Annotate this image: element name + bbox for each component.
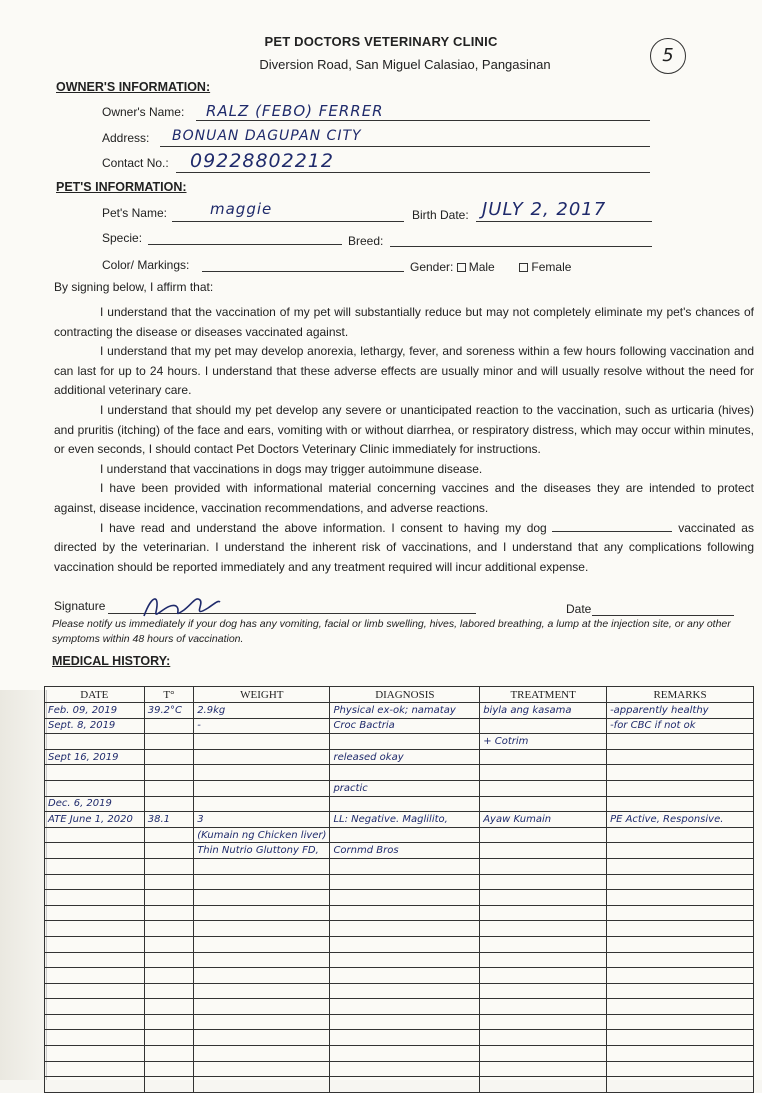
cell-weight xyxy=(194,780,330,796)
cell-temp xyxy=(144,983,193,999)
female-checkbox[interactable] xyxy=(519,263,528,272)
table-header-row xyxy=(45,687,754,703)
table-row xyxy=(45,936,754,952)
contact-line xyxy=(176,172,650,173)
cell-diagnosis xyxy=(330,890,480,906)
cell-date xyxy=(45,734,145,750)
cell-diagnosis xyxy=(330,874,480,890)
address-line xyxy=(160,146,650,147)
cell-treatment xyxy=(480,936,607,952)
cell-weight xyxy=(194,1061,330,1077)
cell-diagnosis: LL: Negative. Maglilito, xyxy=(330,812,480,828)
cell-remarks xyxy=(607,734,754,750)
cell-weight xyxy=(194,765,330,781)
pet-section-title: PET'S INFORMATION: xyxy=(56,180,187,194)
table-row xyxy=(45,921,754,937)
cell-date xyxy=(45,999,145,1015)
contact-label: Contact No.: xyxy=(102,156,169,170)
pet-name-line xyxy=(172,221,404,222)
cell-diagnosis: released okay xyxy=(330,749,480,765)
cell-diagnosis xyxy=(330,1077,480,1093)
cell-temp: 38.1 xyxy=(144,812,193,828)
cell-temp xyxy=(144,718,193,734)
header-remarks: REMARKS xyxy=(607,687,754,703)
cell-treatment xyxy=(480,983,607,999)
cell-date: Sept 16, 2019 xyxy=(45,749,145,765)
cell-temp xyxy=(144,1061,193,1077)
cell-date xyxy=(45,1077,145,1093)
cell-diagnosis xyxy=(330,858,480,874)
cell-temp xyxy=(144,749,193,765)
affirm-p2: I understand that my pet may develop anorexia, lethargy, fever, and soreness within a few hours following vaccination and can last for up to 24 hours. I understand that these adverse effects are usually minor and will usually resolve without the need for additional veterinary care. xyxy=(54,344,754,398)
cell-remarks xyxy=(607,983,754,999)
specie-line xyxy=(148,244,342,245)
cell-diagnosis xyxy=(330,905,480,921)
cell-diagnosis xyxy=(330,1030,480,1046)
medical-history-table xyxy=(44,686,754,1093)
cell-remarks xyxy=(607,905,754,921)
cell-remarks xyxy=(607,1046,754,1062)
cell-temp xyxy=(144,796,193,812)
cell-date: Feb. 09, 2019 xyxy=(45,703,145,719)
cell-remarks xyxy=(607,874,754,890)
cell-weight: 3 xyxy=(194,812,330,828)
cell-diagnosis xyxy=(330,936,480,952)
cell-diagnosis: Croc Bactria xyxy=(330,718,480,734)
cell-date xyxy=(45,921,145,937)
cell-remarks xyxy=(607,749,754,765)
table-row xyxy=(45,983,754,999)
cell-temp xyxy=(144,890,193,906)
color-label: Color/ Markings: xyxy=(102,258,190,272)
cell-remarks xyxy=(607,952,754,968)
cell-remarks xyxy=(607,921,754,937)
cell-temp xyxy=(144,1014,193,1030)
cell-treatment xyxy=(480,1061,607,1077)
color-line xyxy=(202,271,404,272)
cell-diagnosis: Physical ex-ok; namatay xyxy=(330,703,480,719)
table-row xyxy=(45,718,754,734)
male-checkbox[interactable] xyxy=(457,263,466,272)
gender-label-text: Gender: xyxy=(410,260,454,274)
notify-note: Please notify us immediately if your dog has any vomiting, facial or limb swelling, hives, labored breathing, a lump at the injection site, or any other symptoms within 48 hours of vaccination. xyxy=(52,618,731,645)
cell-diagnosis xyxy=(330,1014,480,1030)
cell-date xyxy=(45,890,145,906)
cell-temp xyxy=(144,952,193,968)
header-diagnosis: DIAGNOSIS xyxy=(330,687,480,703)
table-row xyxy=(45,703,754,719)
cell-temp xyxy=(144,999,193,1015)
cell-weight xyxy=(194,1077,330,1093)
cell-treatment xyxy=(480,780,607,796)
owner-name-line xyxy=(196,120,650,121)
table-row xyxy=(45,812,754,828)
cell-remarks xyxy=(607,968,754,984)
date-line xyxy=(592,615,734,616)
cell-treatment xyxy=(480,890,607,906)
cell-weight xyxy=(194,796,330,812)
birth-date-value: JULY 2, 2017 xyxy=(482,199,607,220)
cell-remarks: PE Active, Responsive. xyxy=(607,812,754,828)
table-row xyxy=(45,890,754,906)
table-row xyxy=(45,905,754,921)
cell-date xyxy=(45,765,145,781)
cell-remarks: -for CBC if not ok xyxy=(607,718,754,734)
cell-temp xyxy=(144,858,193,874)
cell-treatment xyxy=(480,874,607,890)
cell-diagnosis xyxy=(330,734,480,750)
cell-weight xyxy=(194,936,330,952)
cell-remarks xyxy=(607,1061,754,1077)
specie-label: Specie: xyxy=(102,231,143,245)
table-row xyxy=(45,874,754,890)
cell-diagnosis xyxy=(330,983,480,999)
breed-line xyxy=(390,246,652,247)
cell-diagnosis xyxy=(330,968,480,984)
cell-treatment: biyla ang kasama xyxy=(480,703,607,719)
cell-weight xyxy=(194,983,330,999)
cell-temp xyxy=(144,936,193,952)
cell-date xyxy=(45,1046,145,1062)
cell-temp xyxy=(144,780,193,796)
table-row xyxy=(45,1046,754,1062)
cell-temp xyxy=(144,1030,193,1046)
cell-weight: (Kumain ng Chicken liver) xyxy=(194,827,330,843)
cell-date xyxy=(45,952,145,968)
cell-treatment xyxy=(480,796,607,812)
table-row xyxy=(45,843,754,859)
birth-date-line xyxy=(476,221,652,222)
affirm-p4: I understand that vaccinations in dogs may trigger autoimmune disease. xyxy=(100,461,483,476)
address-value: BONUAN DAGUPAN CITY xyxy=(172,128,362,144)
cell-date xyxy=(45,905,145,921)
cell-weight xyxy=(194,999,330,1015)
cell-weight xyxy=(194,734,330,750)
cell-diagnosis xyxy=(330,796,480,812)
table-row xyxy=(45,968,754,984)
cell-temp xyxy=(144,1046,193,1062)
cell-weight xyxy=(194,1014,330,1030)
cell-treatment xyxy=(480,718,607,734)
cell-weight xyxy=(194,1046,330,1062)
cell-diagnosis xyxy=(330,952,480,968)
cell-diagnosis xyxy=(330,765,480,781)
cell-remarks xyxy=(607,765,754,781)
cell-remarks xyxy=(607,890,754,906)
medical-history-title: MEDICAL HISTORY: xyxy=(52,654,171,668)
table-row xyxy=(45,780,754,796)
cell-treatment xyxy=(480,1046,607,1062)
cell-date xyxy=(45,858,145,874)
cell-temp xyxy=(144,968,193,984)
cell-treatment xyxy=(480,905,607,921)
affirm-intro: By signing below, I affirm that: xyxy=(54,280,214,294)
table-row xyxy=(45,1014,754,1030)
cell-date: Dec. 6, 2019 xyxy=(45,796,145,812)
cell-temp xyxy=(144,921,193,937)
cell-weight xyxy=(194,890,330,906)
cell-treatment xyxy=(480,765,607,781)
affirm-p6-a: I have read and understand the above information. I consent to having my dog xyxy=(100,520,547,535)
cell-treatment xyxy=(480,952,607,968)
cell-remarks: -apparently healthy xyxy=(607,703,754,719)
cell-date xyxy=(45,827,145,843)
affirm-p3: I understand that should my pet develop any severe or unanticipated reaction to the vaccination, such as urticaria (hives) and pruritis (itching) of the face and ears, vomiting with or without diarrhea, or respiratory distress, which may occur within minutes, or even seconds, I should contact Pet Doctors Veterinary Clinic immediately for instructions. xyxy=(54,402,754,457)
header-weight: WEIGHT xyxy=(194,687,330,703)
cell-remarks xyxy=(607,858,754,874)
gender-label xyxy=(410,260,571,274)
cell-treatment xyxy=(480,749,607,765)
table-row xyxy=(45,999,754,1015)
header-temp: T° xyxy=(144,687,193,703)
affirm-p6 xyxy=(54,519,754,578)
cell-diagnosis xyxy=(330,1061,480,1077)
cell-diagnosis xyxy=(330,999,480,1015)
affirm-p5: I have been provided with informational material concerning vaccines and the diseases they are intended to protect against, disease incidence, vaccination recommendations, and adverse reactions. xyxy=(54,481,754,515)
cell-diagnosis xyxy=(330,921,480,937)
cell-treatment xyxy=(480,1014,607,1030)
cell-diagnosis xyxy=(330,1046,480,1062)
cell-temp xyxy=(144,765,193,781)
cell-treatment xyxy=(480,827,607,843)
female-label: Female xyxy=(531,260,572,274)
cell-weight xyxy=(194,952,330,968)
cell-date xyxy=(45,968,145,984)
cell-weight xyxy=(194,1030,330,1046)
cell-temp xyxy=(144,734,193,750)
owner-name-label: Owner's Name: xyxy=(102,105,185,119)
header-date: DATE xyxy=(45,687,145,703)
cell-temp xyxy=(144,874,193,890)
header-treatment: TREATMENT xyxy=(480,687,607,703)
table-row xyxy=(45,749,754,765)
cell-treatment: + Cotrim xyxy=(480,734,607,750)
table-row xyxy=(45,765,754,781)
pet-name-label: Pet's Name: xyxy=(102,206,167,220)
cell-remarks xyxy=(607,827,754,843)
cell-remarks xyxy=(607,1077,754,1093)
table-row xyxy=(45,858,754,874)
table-row xyxy=(45,1061,754,1077)
cell-treatment xyxy=(480,1077,607,1093)
cell-date xyxy=(45,874,145,890)
cell-date xyxy=(45,1061,145,1077)
signature-label: Signature xyxy=(54,599,106,613)
cell-temp xyxy=(144,843,193,859)
cell-date xyxy=(45,1030,145,1046)
cell-weight xyxy=(194,858,330,874)
cell-remarks xyxy=(607,1030,754,1046)
cell-remarks xyxy=(607,780,754,796)
male-label: Male xyxy=(468,260,495,274)
cell-remarks xyxy=(607,843,754,859)
breed-label: Breed: xyxy=(348,234,384,248)
contact-value: 09228802212 xyxy=(190,150,334,172)
dog-blank-line xyxy=(552,521,672,532)
cell-weight xyxy=(194,874,330,890)
cell-temp xyxy=(144,905,193,921)
cell-date: ATE June 1, 2020 xyxy=(45,812,145,828)
page-mark: 5 xyxy=(650,38,686,74)
cell-weight: 2.9kg xyxy=(194,703,330,719)
address-label: Address: xyxy=(102,131,150,145)
cell-remarks xyxy=(607,796,754,812)
cell-treatment xyxy=(480,843,607,859)
cell-date xyxy=(45,780,145,796)
cell-temp xyxy=(144,1077,193,1093)
cell-temp xyxy=(144,827,193,843)
cell-weight xyxy=(194,921,330,937)
cell-treatment xyxy=(480,968,607,984)
table-row xyxy=(45,796,754,812)
table-row xyxy=(45,734,754,750)
cell-temp: 39.2°C xyxy=(144,703,193,719)
cell-diagnosis xyxy=(330,827,480,843)
affirm-paragraphs xyxy=(54,303,754,577)
cell-remarks xyxy=(607,999,754,1015)
cell-remarks xyxy=(607,1014,754,1030)
table-row xyxy=(45,1077,754,1093)
cell-weight xyxy=(194,905,330,921)
cell-treatment xyxy=(480,1030,607,1046)
date-label: Date xyxy=(566,602,592,616)
affirm-p1: I understand that the vaccination of my pet will substantially reduce but may not completely eliminate my pet's chances of contracting the disease or diseases vaccinated against. xyxy=(54,305,754,339)
cell-treatment xyxy=(480,999,607,1015)
affirm-p6-b: vaccinated as directed by the veterinarian. I understand the inherent risk of vaccinations, and I understand that any complications following vaccination should be reported immediately and any treatment required will incur additional expense. xyxy=(54,520,754,574)
cell-weight xyxy=(194,749,330,765)
cell-date xyxy=(45,983,145,999)
cell-weight xyxy=(194,968,330,984)
cell-date xyxy=(45,936,145,952)
table-row xyxy=(45,1030,754,1046)
table-row xyxy=(45,827,754,843)
table-row xyxy=(45,952,754,968)
cell-remarks xyxy=(607,936,754,952)
owner-section-title: OWNER'S INFORMATION: xyxy=(56,80,211,94)
cell-date: Sept. 8, 2019 xyxy=(45,718,145,734)
cell-treatment xyxy=(480,858,607,874)
owner-name-value: RALZ (FEBO) FERRER xyxy=(206,102,384,120)
cell-treatment xyxy=(480,921,607,937)
pet-name-value: maggie xyxy=(210,200,273,218)
cell-weight: - xyxy=(194,718,330,734)
clinic-address: Diversion Road, San Miguel Calasiao, Pangasinan xyxy=(259,57,551,72)
cell-diagnosis: Cornmd Bros xyxy=(330,843,480,859)
birth-date-label: Birth Date: xyxy=(412,208,469,222)
cell-date xyxy=(45,843,145,859)
folded-page-edge xyxy=(0,690,47,1080)
cell-date xyxy=(45,1014,145,1030)
cell-diagnosis: practic xyxy=(330,780,480,796)
cell-treatment: Ayaw Kumain xyxy=(480,812,607,828)
clinic-name: PET DOCTORS VETERINARY CLINIC xyxy=(264,34,498,49)
cell-weight: Thin Nutrio Gluttony FD, xyxy=(194,843,330,859)
